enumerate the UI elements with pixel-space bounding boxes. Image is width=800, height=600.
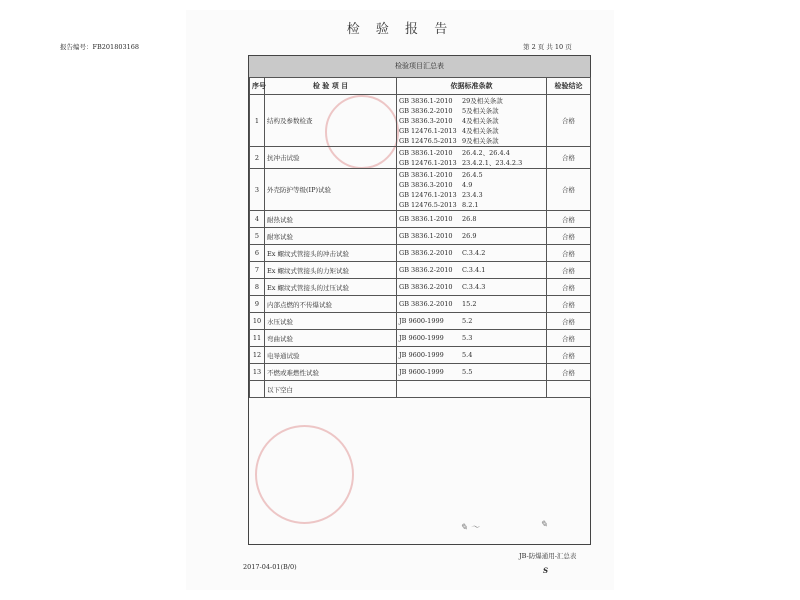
standard-code: GB 12476.1-2013 [399, 126, 457, 135]
row-number: 3 [250, 169, 265, 211]
clause-number: 23.4.2.1、23.4.2.3 [462, 158, 523, 167]
row-number: 1 [250, 95, 265, 147]
standard-line [399, 265, 544, 275]
clause-number: 5.3 [462, 334, 473, 342]
clause-number: 9及相关条款 [462, 136, 499, 145]
standard-code: GB 3836.1-2010 [399, 170, 453, 179]
standard-clauses [397, 95, 547, 147]
standard-line [399, 350, 544, 360]
standard-code: GB 3836.3-2010 [399, 116, 453, 125]
row-number: 7 [250, 262, 265, 279]
test-result: 合格 [547, 147, 591, 169]
standard-code: GB 12476.1-2013 [399, 158, 457, 167]
standard-clauses [397, 262, 547, 279]
test-result: 合格 [547, 95, 591, 147]
report-number: 报告编号：FB201803168 [60, 43, 140, 51]
issue-date: 2017-04-01(B/0) [243, 563, 297, 571]
standard-code: GB 12476.5-2013 [399, 200, 457, 209]
table-row [250, 381, 591, 398]
table-row [250, 364, 591, 381]
standard-line [399, 106, 544, 116]
clause-number: 26.9 [462, 232, 477, 240]
standard-clauses [397, 381, 547, 398]
table-row [250, 279, 591, 296]
table-row [250, 296, 591, 313]
standard-line [399, 214, 544, 224]
test-item: 耐热试验 [265, 211, 397, 228]
test-result: 合格 [547, 296, 591, 313]
standard-code: GB 12476.5-2013 [399, 136, 457, 145]
standard-line [399, 282, 544, 292]
test-result: 合格 [547, 262, 591, 279]
table-row [250, 262, 591, 279]
standard-code: GB 3836.2-2010 [399, 283, 453, 291]
standard-code: JB 9600-1999 [399, 368, 444, 376]
table-row [250, 169, 591, 211]
company-logo: S [543, 566, 549, 575]
standard-clauses [397, 147, 547, 169]
table-title: 检验项目汇总表 [249, 56, 590, 78]
clause-number: 5.2 [462, 317, 473, 325]
standard-clauses [397, 313, 547, 330]
standard-clauses [397, 245, 547, 262]
standard-line [399, 148, 544, 158]
standard-code: GB 3836.1-2010 [399, 148, 453, 157]
clause-number: 26.8 [462, 215, 477, 223]
test-result [547, 381, 591, 398]
standard-line [399, 299, 544, 309]
test-result: 合格 [547, 330, 591, 347]
test-item: Ex 螺纹式管接头的冲击试验 [265, 245, 397, 262]
clause-number: 5及相关条款 [462, 106, 499, 115]
clause-number: 4.9 [462, 180, 473, 189]
standard-code: GB 3836.1-2010 [399, 96, 453, 105]
clause-number: 4及相关条款 [462, 126, 499, 135]
row-number: 12 [250, 347, 265, 364]
test-item: 内部点燃的不传爆试验 [265, 296, 397, 313]
row-number: 13 [250, 364, 265, 381]
test-result: 合格 [547, 347, 591, 364]
standard-clauses [397, 347, 547, 364]
standard-code: GB 3836.2-2010 [399, 106, 453, 115]
standard-clauses [397, 169, 547, 211]
standard-code: GB 3836.1-2010 [399, 232, 453, 240]
header-no: 序号 [250, 78, 265, 95]
standard-clauses [397, 296, 547, 313]
standard-clauses [397, 330, 547, 347]
test-result: 合格 [547, 169, 591, 211]
row-number: 10 [250, 313, 265, 330]
table-header-row [250, 78, 591, 95]
test-item: 电导通试验 [265, 347, 397, 364]
clause-number: 4及相关条款 [462, 116, 499, 125]
table-row [250, 245, 591, 262]
test-item: Ex 螺纹式管接头的力矩试验 [265, 262, 397, 279]
standard-code: JB 9600-1999 [399, 351, 444, 359]
row-number: 2 [250, 147, 265, 169]
row-number: 4 [250, 211, 265, 228]
standard-line [399, 333, 544, 343]
row-number [250, 381, 265, 398]
form-name: JB-防爆通用-汇总表 [519, 552, 577, 560]
standard-line [399, 126, 544, 136]
clause-number: 5.5 [462, 368, 473, 376]
standard-code: GB 3836.3-2010 [399, 180, 453, 189]
header-standard: 依据标准条款 [397, 78, 547, 95]
clause-number: 26.4.5 [462, 170, 483, 179]
test-result: 合格 [547, 313, 591, 330]
standard-line [399, 170, 544, 180]
clause-number: 8.2.1 [462, 200, 479, 209]
clause-number: 29及相关条款 [462, 96, 503, 105]
test-result: 合格 [547, 228, 591, 245]
test-item: 弯曲试验 [265, 330, 397, 347]
standard-line [399, 316, 544, 326]
standard-clauses [397, 211, 547, 228]
table-row [250, 330, 591, 347]
clause-number: C.3.4.3 [462, 283, 486, 291]
table-row [250, 95, 591, 147]
row-number: 8 [250, 279, 265, 296]
test-result: 合格 [547, 211, 591, 228]
standard-line [399, 96, 544, 106]
test-item: 水压试验 [265, 313, 397, 330]
standard-code: JB 9600-1999 [399, 334, 444, 342]
row-number: 6 [250, 245, 265, 262]
standard-line [399, 190, 544, 200]
clause-number: 23.4.3 [462, 190, 483, 199]
clause-number: C.3.4.2 [462, 249, 486, 257]
table-row [250, 147, 591, 169]
table-row [250, 313, 591, 330]
standard-line [399, 231, 544, 241]
clause-number: 15.2 [462, 300, 477, 308]
test-item: 不燃或难燃性试验 [265, 364, 397, 381]
handwritten-signature: ✎ ～ [460, 523, 480, 533]
standard-code: GB 3836.2-2010 [399, 249, 453, 257]
clause-number: 26.4.2、26.4.4 [462, 148, 510, 157]
standard-line [399, 136, 544, 146]
standard-clauses [397, 228, 547, 245]
standard-code: GB 12476.1-2013 [399, 190, 457, 199]
test-result: 合格 [547, 364, 591, 381]
table-row [250, 211, 591, 228]
page-indicator: 第 2 页 共 10 页 [523, 43, 572, 51]
standard-line [399, 116, 544, 126]
standard-code: GB 3836.2-2010 [399, 266, 453, 274]
summary-table [249, 77, 591, 398]
test-item: 以下空白 [265, 381, 397, 398]
clause-number: C.3.4.1 [462, 266, 486, 274]
standard-code: GB 3836.1-2010 [399, 215, 453, 223]
row-number: 11 [250, 330, 265, 347]
standard-clauses [397, 279, 547, 296]
standard-code: GB 3836.2-2010 [399, 300, 453, 308]
test-item: 抗冲击试验 [265, 147, 397, 169]
header-result: 检验结论 [547, 78, 591, 95]
standard-line [399, 200, 544, 210]
handwritten-signature: ✎ [540, 520, 548, 530]
test-item: 耐寒试验 [265, 228, 397, 245]
test-item: 外壳防护等级(IP)试验 [265, 169, 397, 211]
header-item: 检 验 项 目 [265, 78, 397, 95]
row-number: 5 [250, 228, 265, 245]
standard-line [399, 158, 544, 168]
standard-clauses [397, 364, 547, 381]
table-row [250, 228, 591, 245]
test-item: 结构及参数检查 [265, 95, 397, 147]
standard-line [399, 248, 544, 258]
table-row [250, 347, 591, 364]
test-result: 合格 [547, 279, 591, 296]
standard-line [399, 367, 544, 377]
standard-line [399, 180, 544, 190]
report-title: 检 验 报 告 [346, 22, 454, 37]
clause-number: 5.4 [462, 351, 473, 359]
row-number: 9 [250, 296, 265, 313]
test-item: Ex 螺纹式管接头的过压试验 [265, 279, 397, 296]
standard-code: JB 9600-1999 [399, 317, 444, 325]
test-result: 合格 [547, 245, 591, 262]
